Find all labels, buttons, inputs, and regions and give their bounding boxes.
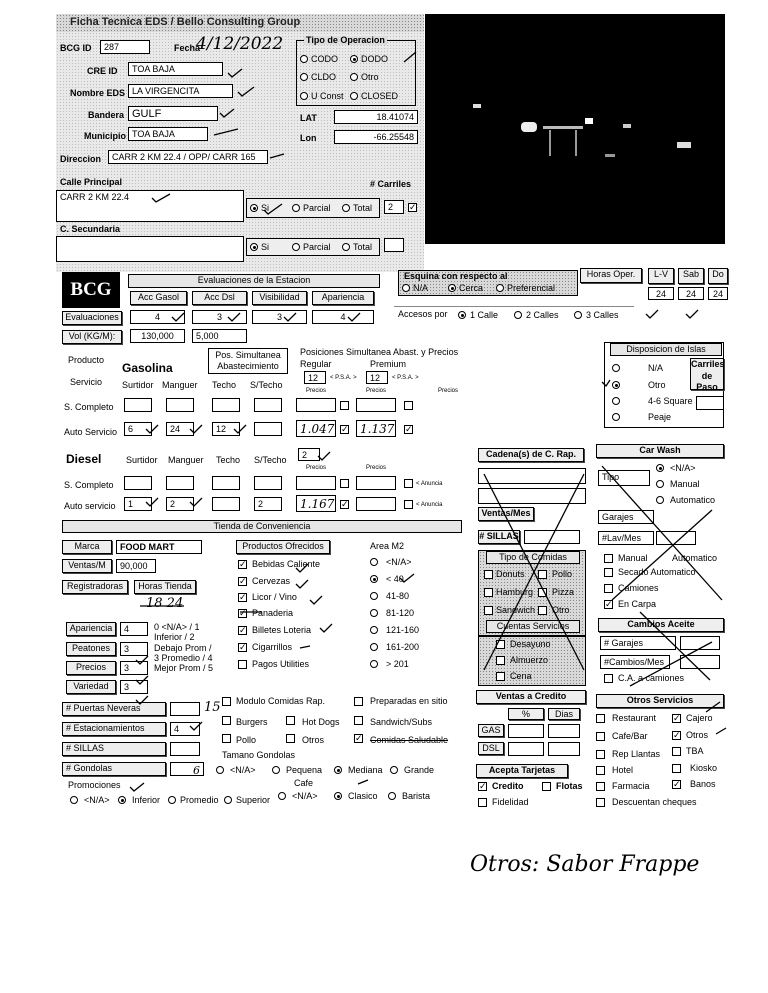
posiciones-precios-label: Posiciones Simultanea Abast. y Precios [300,347,459,357]
ventas-credito-title: Ventas a Credito [476,690,586,704]
gas-as-surtidor[interactable]: 6 [124,422,152,436]
calle-p-parcial-label: Parcial [303,203,331,213]
tamano-gondolas-label: Tamano Gondolas [222,750,296,760]
apariencia-label: Apariencia [66,622,116,636]
comida-otro-label: Otro [552,605,570,615]
prod-cigarrillos-label: Cigarrillos [252,642,293,652]
regular-label: Regular [300,359,332,369]
otros-hotel-label: Hotel [612,765,634,775]
peatones-field[interactable]: 3 [120,642,148,656]
promociones-label: Promociones [68,780,121,790]
credito-gas-label: GAS [478,724,504,737]
cadena-title: Cadena(s) de C. Rap. [478,448,584,462]
bandera-field[interactable]: GULF [128,106,218,121]
dsl-col-surtidor: Surtidor [126,455,158,465]
car-wash-title: Car Wash [596,444,724,458]
cw-na-label: <N/A> [670,463,696,473]
escala-legend: 0 <N/A> / 1 Inferior / 2 Debajo Prom / 3 Promedio / 4 Mejor Prom / 5 [154,622,214,674]
eval-col-visibilidad: Visibilidad [252,291,307,305]
accesos-3calles-label: 3 Calles [586,310,619,320]
eval-acc-gasol-value[interactable]: 4 [130,310,185,324]
saludable-check[interactable]: ✓ [355,733,363,743]
comida-hamburg-label: Hamburg [496,587,534,597]
gas-pos-regular[interactable]: 12 [304,371,326,384]
op-codo-label: CODO [311,54,338,64]
carriles-checkbox[interactable]: ✓ [409,202,417,212]
comida-pollo-label: Pollo [552,569,573,579]
area-40-label: < 40 [386,574,404,584]
vol-dsl-field[interactable]: 5,000 [192,329,247,343]
islas-na-label: N/A [648,363,664,373]
gas-s-completo-label: S. Completo [64,402,114,412]
promo-superior-label: Superior [236,795,271,805]
bcg-logo: BCG [62,272,120,308]
modulo-comidas-label: Modulo Comidas Rap. [236,696,326,706]
gas-auto-servicio-label: Auto Servicio [64,427,118,437]
otros-comida-label: Otros [302,735,325,745]
esquina-title: Esquina con respecto al [404,271,508,281]
gasolina-label: Gasolina [122,361,173,375]
comida-donuts-label: Donuts [496,569,525,579]
apariencia-field[interactable]: 4 [120,622,148,636]
eval-col-apariencia: Apariencia [312,291,374,305]
otros-tba-label: TBA [686,746,704,756]
handwritten-note: Otros: Sabor Frappe [470,852,700,877]
otros-cheques-label: Descuentan cheques [612,797,697,807]
dsl-anuncia-check[interactable]: ✓ [341,499,349,509]
eval-apariencia-value[interactable]: 4 [312,310,374,324]
dsl-precio[interactable]: 1.167 [296,495,336,512]
cafe-barista-label: Barista [402,791,431,801]
prod-panaderia-check[interactable]: ✓ [239,608,247,618]
bandera-label: Bandera [88,110,125,120]
cre-id-field[interactable]: TOA BAJA [128,62,223,76]
islas-peaje-label: Peaje [648,412,672,422]
islas-otro-label: Otro [648,380,666,390]
tienda-title: Tienda de Conveniencia [62,520,462,533]
gondolas-field[interactable]: 6 [170,762,204,776]
dsl-col-techo: Techo [216,455,241,465]
otros-llantas-label: Rep Llantas [612,749,661,759]
vol-gas-field[interactable]: 130,000 [130,329,185,343]
vol-label: Vol (KG/M): [62,330,122,344]
dsl-col-stecho: S/Techo [254,455,287,465]
variedad-label: Variedad [66,680,116,694]
nombre-field[interactable]: LA VIRGENCITA [128,84,233,98]
esquina-cerca-label: Cerca [459,283,484,293]
otros-servicios-title: Otros Servicios [596,694,724,708]
cafe-clasico-label: Clasico [348,791,378,801]
tarjeta-fidelidad-label: Fidelidad [492,797,529,807]
precios-prem-label: Precios [366,388,387,394]
horas-tienda-value: 18 24 [146,596,184,611]
acepta-tarjetas-title: Acepta Tarjetas [476,764,568,778]
calle-secundaria-label: C. Secundaria [60,224,121,234]
op-cldo-label: CLDO [311,72,337,82]
premium-label: Premium [370,359,407,369]
prod-licor-check[interactable]: ✓ [239,592,247,602]
carriles-paso-label: Carriles de Paso [691,359,725,393]
tamano-na-label: <N/A> [230,765,256,775]
horas-lv-value[interactable]: 24 [648,287,674,300]
sillas-rap-label: # SILLAS [478,530,520,544]
puertas-neveras-value: 15 [204,700,221,715]
op-uconst-label: U Const [311,91,344,101]
prod-cervezas-check[interactable]: ✓ [239,576,247,586]
horas-day-do: Do [708,268,728,284]
psa-prem-label: < P.S.A. > [392,375,419,381]
precios-reg-label: Precios [306,388,327,394]
dsl-pos[interactable]: 2 [298,448,320,461]
municipio-field[interactable]: TOA BAJA [128,127,208,141]
gas-as-techo[interactable]: 12 [212,422,240,436]
direccion-label: Direccion [60,154,102,164]
islas-46-label: 4-6 Square [648,396,693,406]
carriles-label: # Carriles [370,179,412,189]
prod-panaderia-label: Panaderia [252,608,294,618]
tarjeta-credito-check[interactable]: ✓ [479,781,487,791]
gas-col-surtidor: Surtidor [122,380,154,390]
tarjeta-credito-label: Credito [492,781,524,791]
direccion-field[interactable]: CARR 2 KM 22.4 / OPP/ CARR 165 [108,150,268,164]
comida-sandwich-label: Sandwich [496,605,536,615]
estacionamientos-field[interactable]: 4 [170,722,200,736]
gas-col-manguer: Manguer [162,380,198,390]
ventas-mes-label: Ventas/Mes [478,507,534,521]
dsl-as-surtidor[interactable]: 1 [124,497,152,511]
dsl-as-anuncia-label: < Anuncia [416,502,443,508]
otros-restaurant-label: Restaurant [612,713,657,723]
tipo-comidas-title: Tipo de Comidas [486,551,580,564]
calle-p-total-label: Total [353,203,373,213]
lat-label: LAT [300,113,317,123]
pollo-label: Pollo [236,735,257,745]
precios-field[interactable]: 3 [120,661,148,675]
carriles-field[interactable]: 2 [384,200,404,214]
peatones-label: Peatones [66,642,116,656]
cw-garajes-label: Garajes [598,510,654,524]
calle-s-total-label: Total [353,242,373,252]
cw-secado-label: Secado Automatico [618,567,696,577]
bcg-id-field[interactable]: 287 [100,40,150,54]
area-m2-title: Area M2 [370,541,405,551]
calle-s-si-label: Si [261,242,270,252]
precios-anuncia-label: Precios [438,388,459,394]
bcg-id-label: BCG ID [60,43,92,53]
cw-automatico-label: Automatico [672,553,718,563]
servicio-label: Servicio [70,377,103,387]
gas-pos-premium[interactable]: 12 [366,371,388,384]
diesel-label: Diesel [66,452,102,466]
credito-pct-header: % [508,708,544,720]
psa-reg-label: < P.S.A. > [330,375,357,381]
ventas-m-field[interactable]: 90,000 [116,559,156,573]
cw-carpa-label: En Carpa [618,599,657,609]
sandwich-label: Sandwich/Subs [370,717,433,727]
otros-banos-label: Banos [690,779,716,789]
cw-lav-mes-label: #Lav/Mes [598,531,654,545]
preparadas-label: Preparadas en sitio [370,696,448,706]
op-otro-label: Otro [361,72,379,82]
evaluaciones-title: Evaluaciones de la Estacion [128,274,380,288]
gas-precio-premium[interactable]: 1.137 [356,420,396,437]
marca-label: Marca [62,540,112,554]
variedad-field[interactable]: 3 [120,680,148,694]
prod-bebidas-check[interactable]: ✓ [239,559,247,569]
cw-carpa-check[interactable]: ✓ [605,599,613,609]
prod-cervezas-label: Cervezas [252,576,291,586]
ventas-m-label: Ventas/M [62,559,112,573]
producto-label: Producto [68,355,105,365]
eval-acc-dsl-value[interactable]: 3 [192,310,247,324]
cuentas-desayuno-label: Desayuno [510,639,551,649]
fecha-handwritten: 4/12/2022 [196,34,284,54]
lon-field[interactable]: -66.25548 [334,130,418,144]
dsl-col-manguer: Manguer [168,455,204,465]
calle-s-parcial-label: Parcial [303,242,331,252]
tamano-grande-label: Grande [404,765,435,775]
prod-licor-label: Licor / Vino [252,592,297,602]
area-na-label: <N/A> [386,557,412,567]
eval-visibilidad-value[interactable]: 3 [252,310,307,324]
credito-dias-header: Dias [548,708,580,720]
gas-as-manguer[interactable]: 24 [166,422,194,436]
cambios-aceite-title: Cambios Aceite [598,618,724,632]
prod-loteria-check[interactable]: ✓ [239,625,247,635]
gas-col-techo: Techo [212,380,237,390]
promo-na-label: <N/A> [84,795,110,805]
cuentas-servicios-title: Cuentas Servicios [486,620,580,633]
promo-promedio-label: Promedio [180,795,219,805]
cafe-na-label: <N/A> [292,791,318,801]
otros-farmacia-label: Farmacia [612,781,650,791]
area-161-200-label: 161-200 [386,642,420,652]
tamano-mediana-label: Mediana [348,765,383,775]
cre-id-label: CRE ID [87,66,118,76]
eval-col-acc-dsl: Acc Dsl [192,291,247,305]
islas-title: Disposicion de Islas [610,343,722,356]
nombre-label: Nombre EDS [70,88,126,98]
dsl-as-stecho[interactable]: 2 [254,497,282,511]
lon-label: Lon [300,133,317,143]
calle-principal-label: Calle Principal [60,177,123,187]
calle-principal-field[interactable]: CARR 2 KM 22.4 [56,190,244,222]
horas-do-value[interactable]: 24 [708,287,728,300]
otros-otros-label: Otros [686,730,709,740]
cw-manual-label: Manual [670,479,700,489]
dsl-precios-label: Precios [306,465,327,471]
gondolas-label: # Gondolas [62,762,166,776]
cw-manual-check-label: Manual [618,553,648,563]
puertas-neveras-label: # Puertas Neveras [62,702,166,716]
op-closed-label: CLOSED [361,91,399,101]
dsl-sc-anuncia-label: < Anuncia [416,481,443,487]
cw-camiones-label: Camiones [618,583,659,593]
precios-label: Precios [66,661,116,675]
horas-day-sab: Sab [678,268,704,284]
op-dodo-label: DODO [361,54,388,64]
credito-dsl-label: DSL [478,742,504,755]
dsl-precios-label-2: Precios [366,465,387,471]
gas-precio-regular[interactable]: 1.047 [296,420,336,437]
comida-pizza-label: Pizza [552,587,575,597]
sillas-tienda-label: # SILLAS [62,742,166,756]
productos-ofrecidos-title: Productos Ofrecidos [236,540,330,554]
dsl-as-manguer[interactable]: 2 [166,497,194,511]
cambios-garajes-label: # Garajes [600,636,676,650]
prod-bebidas-label: Bebidas Caliente [252,559,321,569]
accesos-1calle-label: 1 Calle [470,310,499,320]
cuentas-cena-label: Cena [510,671,532,681]
gas-col-stecho: S/Techo [250,380,283,390]
page-title: Ficha Tecnica EDS / Bello Consulting Group [70,16,301,28]
gas-prem-anuncia-check[interactable]: ✓ [405,424,413,434]
lat-field[interactable]: 18.41074 [334,110,418,124]
area-41-80-label: 41-80 [386,591,410,601]
otros-cajero-label: Cajero [686,713,713,723]
otros-otros-check[interactable]: ✓ [673,730,681,740]
saludable-label: Comidas Saludable [370,735,449,745]
cw-auto-label: Automatico [670,495,716,505]
burgers-label: Burgers [236,717,268,727]
municipio-label: Municipio [84,131,126,141]
accesos-label: Accesos por [398,309,448,319]
otros-cajero-check[interactable]: ✓ [673,713,681,723]
otros-kiosko-label: Kiosko [690,763,718,773]
tarjeta-flotas-label: Flotas [556,781,583,791]
cambios-mes-label: #Cambios/Mes [600,655,670,669]
pos-simultanea-label: Pos. Simultanea Abastecimiento [208,348,288,374]
marca-field[interactable]: FOOD MART [116,540,202,554]
eval-col-acc-gasol: Acc Gasol [130,291,187,305]
prod-utilities-label: Pagos Utilities [252,659,310,669]
esquina-preferencial-label: Preferencial [507,283,556,293]
evaluaciones-row-label: Evaluaciones [62,311,122,325]
fecha-label: Fecha [174,43,201,53]
dsl-auto-servicio-label: Auto servicio [64,501,116,511]
area-201-label: > 201 [386,659,409,669]
prod-loteria-label: Billetes Loteria [252,625,312,635]
cuentas-almuerzo-label: Almuerzo [510,655,549,665]
promo-inferior-label: Inferior [132,795,161,805]
horas-day-lv: L-V [648,268,674,284]
hotdogs-label: Hot Dogs [302,717,340,727]
horas-oper-label: Horas Oper. [580,268,642,283]
area-121-160-label: 121-160 [386,625,420,635]
accesos-2calles-label: 2 Calles [526,310,559,320]
horas-tienda-label: Horas Tienda [134,580,196,594]
esquina-na-label: N/A [413,283,429,293]
calle-p-si-label: Si [261,203,270,213]
gas-reg-anuncia-check[interactable]: ✓ [341,424,349,434]
ca-camiones-label: C.A. a camiones [618,673,685,683]
cafe-label: Cafe [294,778,314,788]
tamano-pequena-label: Pequena [286,765,323,775]
registradoras-label: Registradoras [62,580,128,594]
otros-cafebar-label: Cafe/Bar [612,731,648,741]
horas-sab-value[interactable]: 24 [678,287,704,300]
dsl-s-completo-label: S. Completo [64,480,114,490]
operacion-title: Tipo de Operacion [306,35,385,45]
estacionamientos-label: # Estacionamientos [62,722,166,736]
otros-banos-check[interactable]: ✓ [673,779,681,789]
area-81-120-label: 81-120 [386,608,415,618]
prod-cigarrillos-check[interactable]: ✓ [239,642,247,652]
cw-tipo-field[interactable]: Tipo [598,470,650,486]
